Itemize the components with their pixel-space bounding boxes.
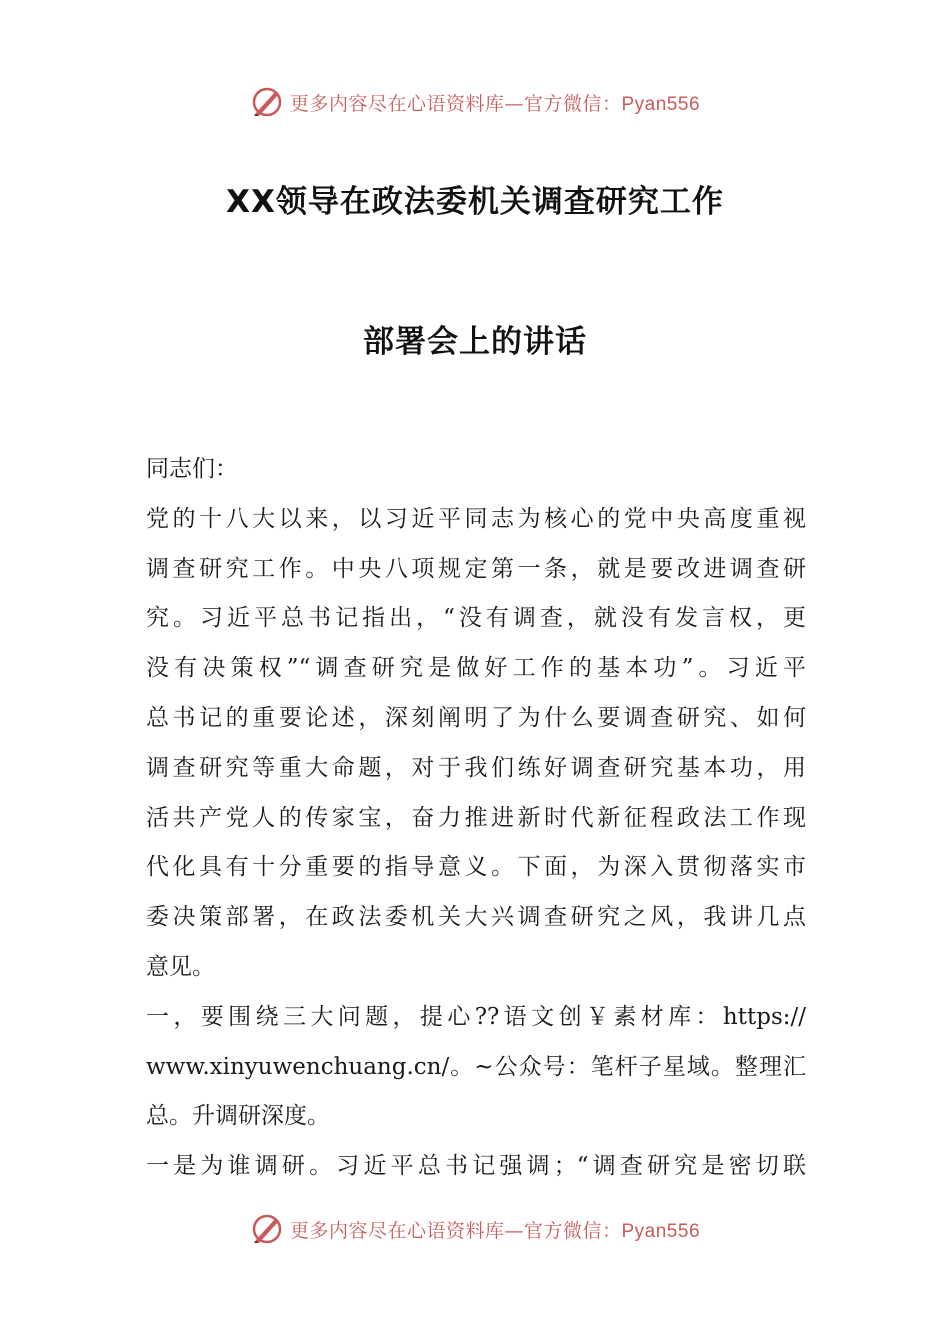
- body-line: 党的十八大以来，以习近平同志为核心的党中央高度重视: [146, 505, 806, 532]
- document-title-line1: XX领导在政法委机关调查研究工作: [226, 184, 724, 220]
- document-body: [146, 445, 806, 1192]
- body-line: 究。习近平总书记指出，“没有调查，就没有发言权，更: [146, 605, 806, 632]
- document-title-line2: 部署会上的讲话: [363, 324, 587, 360]
- body-line: 委决策部署，在政法委机关大兴调查研究之风，我讲几点: [146, 904, 806, 931]
- pen-circle-icon: [250, 1212, 284, 1246]
- wechat-id: Pyan556: [621, 93, 701, 115]
- body-line: www.xinyuwenchuang.cn/。~公众号：笔杆子星域。整理汇: [146, 1053, 806, 1080]
- footer-watermark: [0, 1209, 950, 1249]
- body-line: 没有决策权”“调查研究是做好工作的基本功”。习近平: [146, 655, 806, 682]
- body-line: 总。升调研深度。: [146, 1103, 330, 1130]
- body-line: 调查研究工作。中央八项规定第一条，就是要改进调查研: [146, 555, 806, 582]
- watermark-text: 更多内容尽在心语资料库—官方微信：: [289, 1219, 622, 1242]
- wechat-id: Pyan556: [621, 1220, 701, 1242]
- body-line: 调查研究等重大命题，对于我们练好调查研究基本功，用: [146, 754, 806, 781]
- body-line: 一，要围绕三大问题，提心??语文创￥素材库：https://: [146, 1003, 806, 1030]
- body-line: 总书记的重要论述，深刻阐明了为什么要调查研究、如何: [146, 704, 806, 731]
- body-line: 意见。: [146, 953, 215, 980]
- body-line: 一是为谁调研。习近平总书记强调；“调查研究是密切联: [146, 1153, 806, 1180]
- watermark-text: 更多内容尽在心语资料库—官方微信：: [289, 92, 622, 115]
- body-line: 同志们：: [146, 456, 238, 482]
- body-line: 活共产党人的传家宝，奋力推进新时代新征程政法工作现: [146, 804, 806, 831]
- body-line: 代化具有十分重要的指导意义。下面，为深入贯彻落实市: [146, 854, 806, 881]
- header-watermark: [0, 82, 950, 122]
- pen-circle-icon: [250, 85, 284, 119]
